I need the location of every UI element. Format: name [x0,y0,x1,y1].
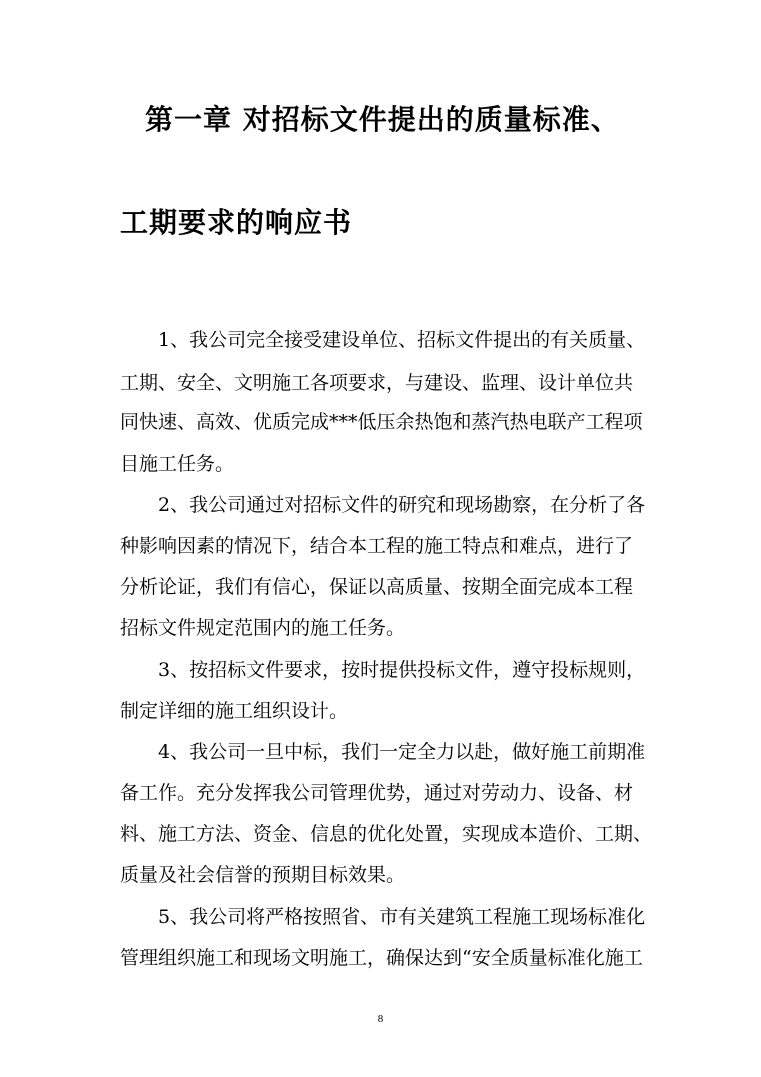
paragraph-1-line-1: 1、我公司完全接受建设单位、招标文件提出的有关质量、 [158,329,646,351]
paragraph-4-line-2: 备工作。充分发挥我公司管理优势，通过对劳动力、设备、材 [120,782,634,804]
paragraph-5-line-1: 5、我公司将严格按照省、市有关建筑工程施工现场标准化 [158,906,646,928]
paragraph-4-line-1: 4、我公司一旦中标，我们一定全力以赴，做好施工前期准 [158,741,646,763]
paragraph-2-line-4: 招标文件规定范围内的施工任务。 [120,617,406,639]
paragraph-3-line-2: 制定详细的施工组织设计。 [120,700,349,722]
paragraph-4-line-4: 质量及社会信誉的预期目标效果。 [120,864,406,886]
chapter-title-line-2: 工期要求的响应书 [120,206,353,239]
chapter-title-line-1: 第一章 对招标文件提出的质量标准、 [145,103,620,136]
paragraph-1-line-3: 同快速、高效、优质完成***低压余热饱和蒸汽热电联产工程项 [120,411,643,433]
page-number: 8 [377,1013,384,1025]
paragraph-1-line-2: 工期、安全、文明施工各项要求，与建设、监理、设计单位共 [120,372,634,394]
paragraph-2-line-1: 2、我公司通过对招标文件的研究和现场勘察，在分析了各 [158,494,646,516]
paragraph-1-line-4: 目施工任务。 [120,453,235,475]
paragraph-4-line-3: 料、施工方法、资金、信息的优化处置，实现成本造价、工期、 [120,823,653,845]
paragraph-2-line-3: 分析论证，我们有信心，保证以高质量、按期全面完成本工程 [120,576,634,598]
paragraph-5-line-2: 管理组织施工和现场文明施工，确保达到“安全质量标准化施工 [120,947,643,969]
paragraph-2-line-2: 种影响因素的情况下，结合本工程的施工特点和难点，进行了 [120,535,634,557]
paragraph-3-line-1: 3、按招标文件要求，按时提供投标文件，遵守投标规则， [158,659,646,681]
